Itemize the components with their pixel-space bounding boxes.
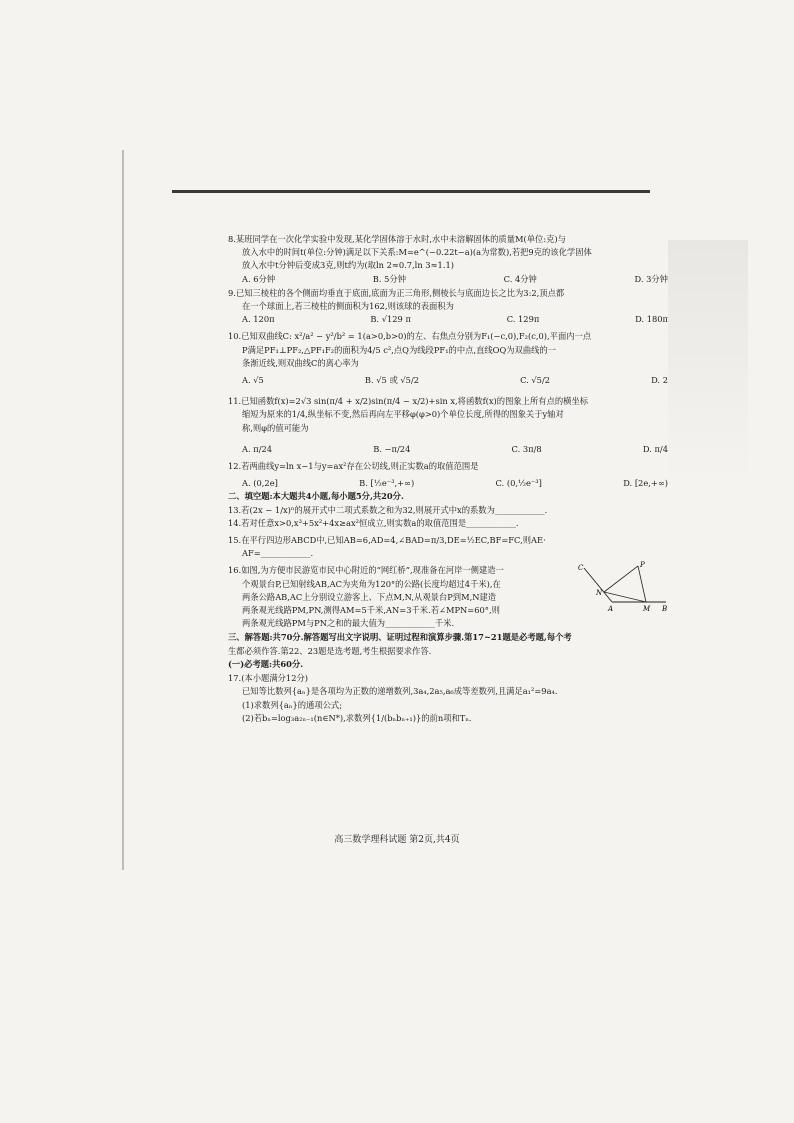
section-3-line2: 生都必须作答.第22、23题是选考题,考生根据要求作答. [228, 645, 432, 656]
question-12 [228, 460, 668, 490]
q11-option-d: D. π/4 [642, 443, 668, 454]
question-11 [228, 395, 668, 456]
q9-options [228, 313, 668, 326]
q17-line1: 17.(本小题满分12分) [228, 673, 309, 684]
q8-line3: 放入水中t分钟后变成3克,则t约为(取ln 2≈0.7,ln 3≈1.1) [242, 260, 454, 271]
q16-line4: 两条观光线路PM,PN,测得AM=5千米,AN=3千米.若∠MPN=60°,则 [242, 605, 500, 616]
q9-option-a: A. 120π [242, 314, 275, 325]
section-2-heading: 二、填空题:本大题共4小题,每小题5分,共20分. [228, 491, 404, 502]
q10-option-b: B. √5 或 √5/2 [364, 375, 420, 386]
q8-option-a: A. 6分钟 [242, 273, 276, 284]
q8-option-c: C. 4分钟 [503, 273, 537, 284]
question-15 [228, 534, 668, 560]
q8-option-b: B. 5分钟 [372, 273, 407, 284]
q17-line2: 已知等比数列{aₙ}是各项均为正数的递增数列,3a₄,2a₅,a₆成等差数列,且满足a₁²=9a₄. [242, 686, 558, 697]
page-edge-shadow [122, 150, 124, 870]
question-16 [228, 561, 668, 630]
q12-line1: 12.若两曲线y=ln x−1与y=ax²存在公切线,则正实数a的取值范围是 [228, 461, 479, 472]
q11-options [228, 443, 668, 456]
q9-line1: 9.已知三棱柱的各个侧面均垂直于底面,底面为正三角形,侧棱长与底面边长之比为3:2,顶点都 [228, 287, 565, 298]
question-17 [228, 672, 668, 725]
q12-option-d: D. [2e,+∞) [623, 478, 668, 489]
q15-line1: 15.在平行四边形ABCD中,已知AB=6,AD=4,∠BAD=π/3,DE=½EC,BF=FC,则AE· [228, 535, 546, 546]
q11-option-b: B. −π/24 [373, 443, 411, 454]
page-footer: 高三数学理科试题 第2页,共4页 [334, 835, 460, 845]
fig-line-np [604, 566, 638, 592]
q10-options [228, 374, 668, 387]
q8-options [228, 273, 668, 286]
question-10 [228, 330, 668, 387]
question-8 [228, 233, 668, 286]
q9-option-b: B. √129 π [370, 314, 411, 325]
exam-content [228, 232, 668, 725]
q10-option-a: A. √5 [242, 375, 264, 386]
q8-line1: 8.某班同学在一次化学实验中发现,某化学固体溶于水时,水中未溶解固体的质量M(单位:克)与 [228, 234, 566, 244]
fig-line-pm [638, 566, 646, 602]
scan-shading [668, 240, 748, 480]
q16-line3: 两条公路AB,AC上分别设立游客上、下点M,N,从观景台P到M,N建造 [242, 591, 497, 602]
section-3 [228, 631, 668, 657]
q10-option-c: C. √5/2 [520, 375, 551, 386]
q11-option-c: C. 3π/8 [511, 443, 542, 454]
q16-figure [570, 560, 670, 620]
question-14: 14.若对任意x>0,x³+5x²+4x≥ax²恒成立,则实数a的取值范围是____________. [228, 517, 519, 528]
header-rule [172, 190, 650, 193]
fig-label-p: P [640, 561, 645, 570]
q11-line1: 11.已知函数f(x)=2√3 sin(π/4 + x/2)sin(π/4 − x/2)+sin x,将函数f(x)的图象上所有点的横坐标 [228, 396, 589, 407]
q16-line2: 个观景台P,已知射线AB,AC为夹角为120°的公路(长度均超过4千米),在 [242, 578, 501, 589]
fig-label-b: B [662, 605, 668, 614]
question-9 [228, 287, 668, 327]
q17-line3: (1)求数列{aₙ}的通项公式; [242, 699, 343, 710]
q16-line1: 16.如图,为方便市民游览市民中心附近的“网红桥”,现准备在河岸一侧建造一 [228, 565, 504, 576]
q11-line3: 称,则φ的值可能为 [242, 422, 309, 433]
q17-line4: (2)若bₙ=log₃a₂ₙ₋₁(n∈N*),求数列{1/(bₙbₙ₊₁)}的前n项和Tₙ. [242, 712, 472, 723]
q12-option-a: A. (0,2e] [242, 478, 278, 489]
required-heading: (一)必考题:共60分. [228, 658, 304, 669]
q12-option-b: B. [½e⁻³,+∞) [359, 478, 415, 489]
fig-label-a: A [608, 605, 614, 614]
q8-option-d: D. 3分钟 [634, 273, 668, 284]
q10-option-d: D. 2 [651, 375, 668, 386]
section-3-line1: 三、解答题:共70分.解答题写出文字说明、证明过程和演算步骤.第17~21题是必考题,每个考 [228, 632, 572, 643]
q12-options [228, 477, 668, 490]
fig-label-c: C [578, 564, 584, 573]
fig-label-m: M [643, 605, 651, 614]
question-13: 13.若(2x − 1/x)ⁿ的展开式中二项式系数之和为32,则展开式中x的系数为____________. [228, 504, 548, 515]
q9-option-c: C. 129π [506, 314, 540, 325]
q16-line5: 两条观光线路PM与PN之和的最大值为____________千米. [242, 618, 455, 629]
q9-line2: 在一个球面上,若三棱柱的侧面积为162,则该球的表面积为 [242, 301, 454, 312]
q10-line3: 条渐近线,则双曲线C的离心率为 [242, 357, 359, 368]
q11-line2: 缩短为原来的1/4,纵坐标不变,然后再向左平移φ(φ>0)个单位长度,所得的图象关于y轴对 [242, 409, 564, 420]
q11-option-a: A. π/24 [242, 443, 273, 454]
q12-option-c: C. (0,½e⁻³] [495, 478, 542, 489]
fig-label-n: N [596, 589, 603, 598]
q10-line1: 10.已知双曲线C: x²/a² − y²/b² = 1(a>0,b>0)的左、右焦点分别为F₁(−c,0),F₂(c,0),平面内一点 [228, 331, 592, 342]
q10-line2: P满足PF₁⊥PF₂,△PF₁F₂的面积为4/5 c²,点Q为线段PF₁的中点,直线OQ为双曲线的一 [242, 344, 557, 355]
q9-option-d: D. 180π [635, 314, 668, 325]
q8-line2: 放入水中的时间t(单位:分钟)满足以下关系:M=e^(−0.22t−a)(a为常数),若把9克的该化学固体 [242, 247, 592, 258]
q15-line2: AF=____________. [242, 548, 314, 559]
